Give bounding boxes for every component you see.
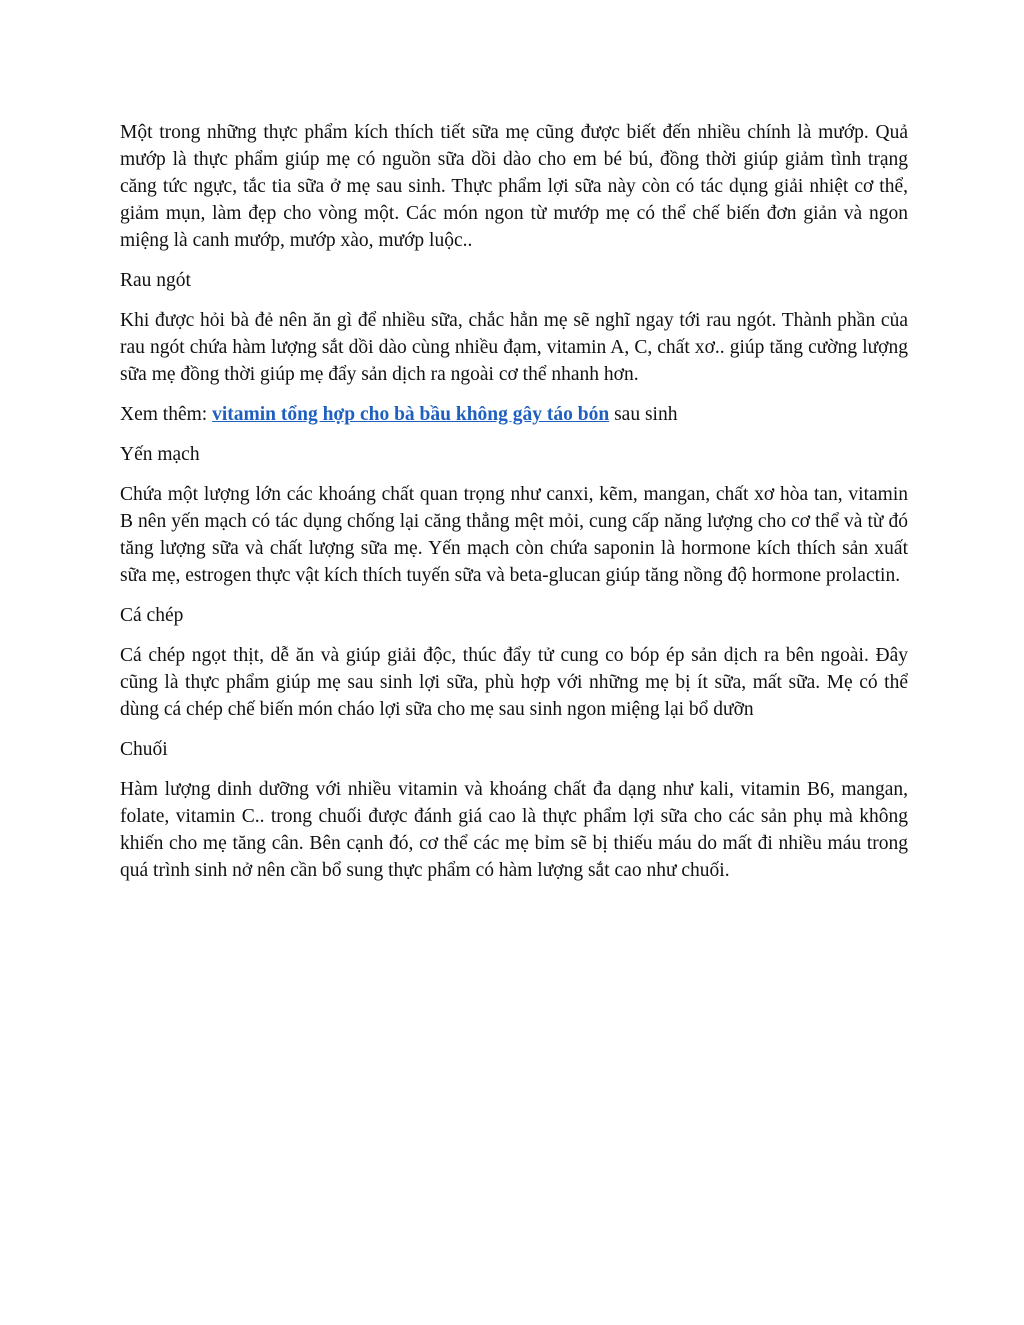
see-more-line bbox=[120, 401, 908, 428]
paragraph-ca-chep: Cá chép ngọt thịt, dễ ăn và giúp giải độc, thúc đẩy tử cung co bóp ép sản dịch ra bên ngoài. Đây cũng là thực phẩm giúp mẹ sau sinh lợi sữa, phù hợp với những mẹ bị ít sữa, mất sữa. Mẹ có thể dùng cá chép chế biến món cháo lợi sữa cho mẹ sau sinh ngon miệng lại bổ dưỡn bbox=[120, 645, 908, 720]
see-more-prefix: Xem thêm: bbox=[120, 404, 213, 425]
heading-rau-ngot: Rau ngót bbox=[120, 270, 191, 291]
vitamin-link[interactable]: vitamin tổng hợp cho bà bầu không gây táo bón bbox=[212, 404, 610, 425]
paragraph-rau-ngot: Khi được hỏi bà đẻ nên ăn gì để nhiều sữa, chắc hẳn mẹ sẽ nghĩ ngay tới rau ngót. Thành phần của rau ngót chứa hàm lượng sắt dồi dào cùng nhiều đạm, vitamin A, C, chất xơ.. giúp tăng cường lượng sữa mẹ đồng thời giúp mẹ đẩy sản dịch ra ngoài cơ thể nhanh hơn. bbox=[120, 310, 908, 385]
paragraph-yen-mach: Chứa một lượng lớn các khoáng chất quan trọng như canxi, kẽm, mangan, chất xơ hòa tan, vitamin B nên yến mạch có tác dụng chống lại căng thẳng mệt mỏi, cung cấp năng lượng cho cơ thể và từ đó tăng lượng sữa và chất lượng sữa mẹ. Yến mạch còn chứa saponin là hormone kích thích sản xuất sữa mẹ, estrogen thực vật kích thích tuyến sữa và beta-glucan giúp tăng nồng độ hormone prolactin. bbox=[120, 484, 908, 586]
heading-ca-chep: Cá chép bbox=[120, 605, 184, 626]
paragraph-chuoi: Hàm lượng dinh dưỡng với nhiều vitamin và khoáng chất đa dạng như kali, vitamin B6, mangan, folate, vitamin C.. trong chuối được đánh giá cao là thực phẩm lợi sữa cho các sản phụ mà không khiến cho mẹ tăng cân. Bên cạnh đó, cơ thể các mẹ bỉm sẽ bị thiếu máu do mất đi nhiều máu trong quá trình sinh nở nên cần bổ sung thực phẩm có hàm lượng sắt cao như chuối. bbox=[120, 779, 908, 881]
document-body bbox=[120, 119, 908, 897]
heading-chuoi: Chuối bbox=[120, 739, 168, 760]
heading-yen-mach: Yến mạch bbox=[120, 444, 200, 465]
paragraph-muop: Một trong những thực phẩm kích thích tiết sữa mẹ cũng được biết đến nhiều chính là mướp. Quả mướp là thực phẩm giúp mẹ có nguồn sữa dồi dào cho em bé bú, đồng thời giúp giảm tình trạng căng tức ngực, tắc tia sữa ở mẹ sau sinh. Thực phẩm lợi sữa này còn có tác dụng giải nhiệt cơ thể, giảm mụn, làm đẹp cho vòng một. Các món ngon từ mướp mẹ có thể chế biến đơn giản và ngon miệng là canh mướp, mướp xào, mướp luộc.. bbox=[120, 122, 908, 251]
see-more-suffix: sau sinh bbox=[609, 404, 678, 425]
